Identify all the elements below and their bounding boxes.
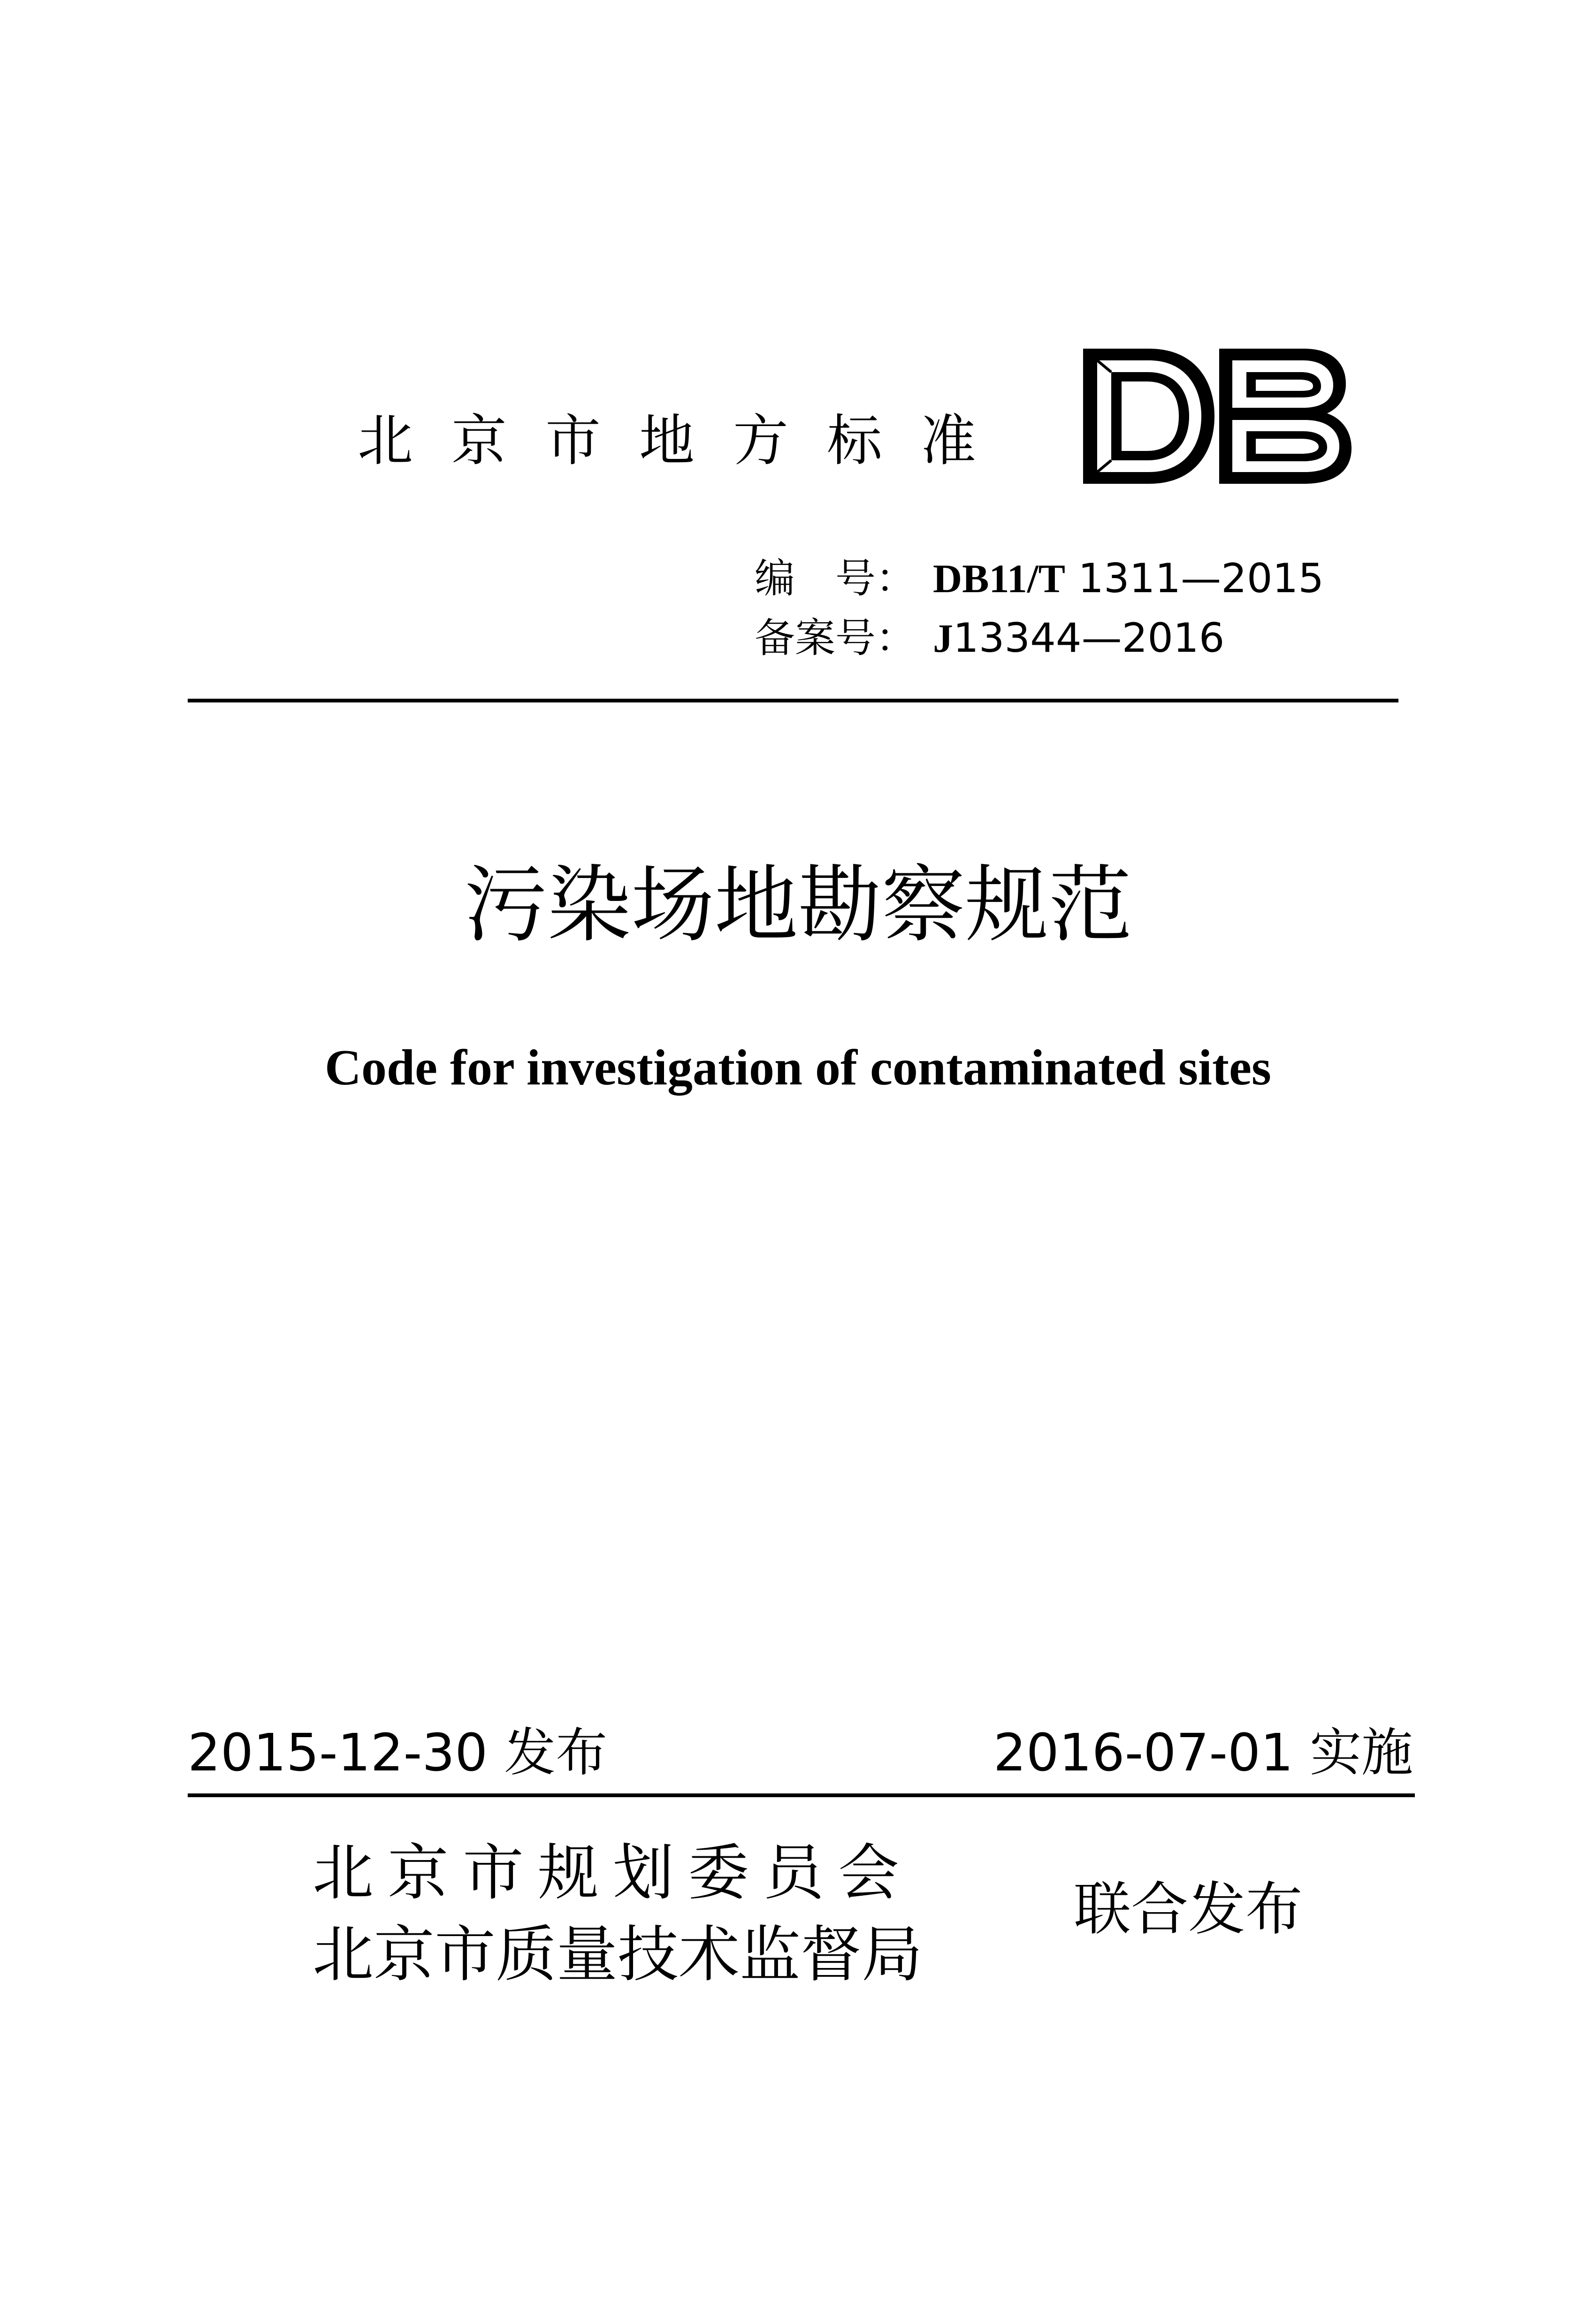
standard-code-label: 编 号： [755,555,916,602]
standard-type-heading: 北京市地方标准 [358,408,1015,473]
title-chinese: 污染场地勘察规范 [464,856,1132,953]
publish-date: 2015-12-30 发布 [188,1723,608,1783]
top-divider [188,699,1398,702]
record-number-prefix: J [933,616,953,661]
issuer-planning-commission: 北京市规划委员会 [313,1837,914,1908]
bottom-divider [188,1793,1415,1797]
standard-code-prefix: DB11/T [933,556,1065,601]
record-number-line [755,615,1225,662]
title-english: Code for investigation of contaminated sites [325,1040,1271,1096]
issuer-quality-bureau: 北京市质量技术监督局 [313,1919,923,1990]
standard-code-line [755,555,1324,602]
record-number-value: 13344—2016 [953,615,1225,662]
standard-code-value: 1311—2015 [1065,555,1324,602]
effective-date: 2016-07-01 实施 [993,1723,1413,1783]
joint-publication-note: 联合发布 [1074,1878,1303,1942]
db-logo [1078,344,1355,488]
record-number-label: 备案号： [755,615,916,662]
